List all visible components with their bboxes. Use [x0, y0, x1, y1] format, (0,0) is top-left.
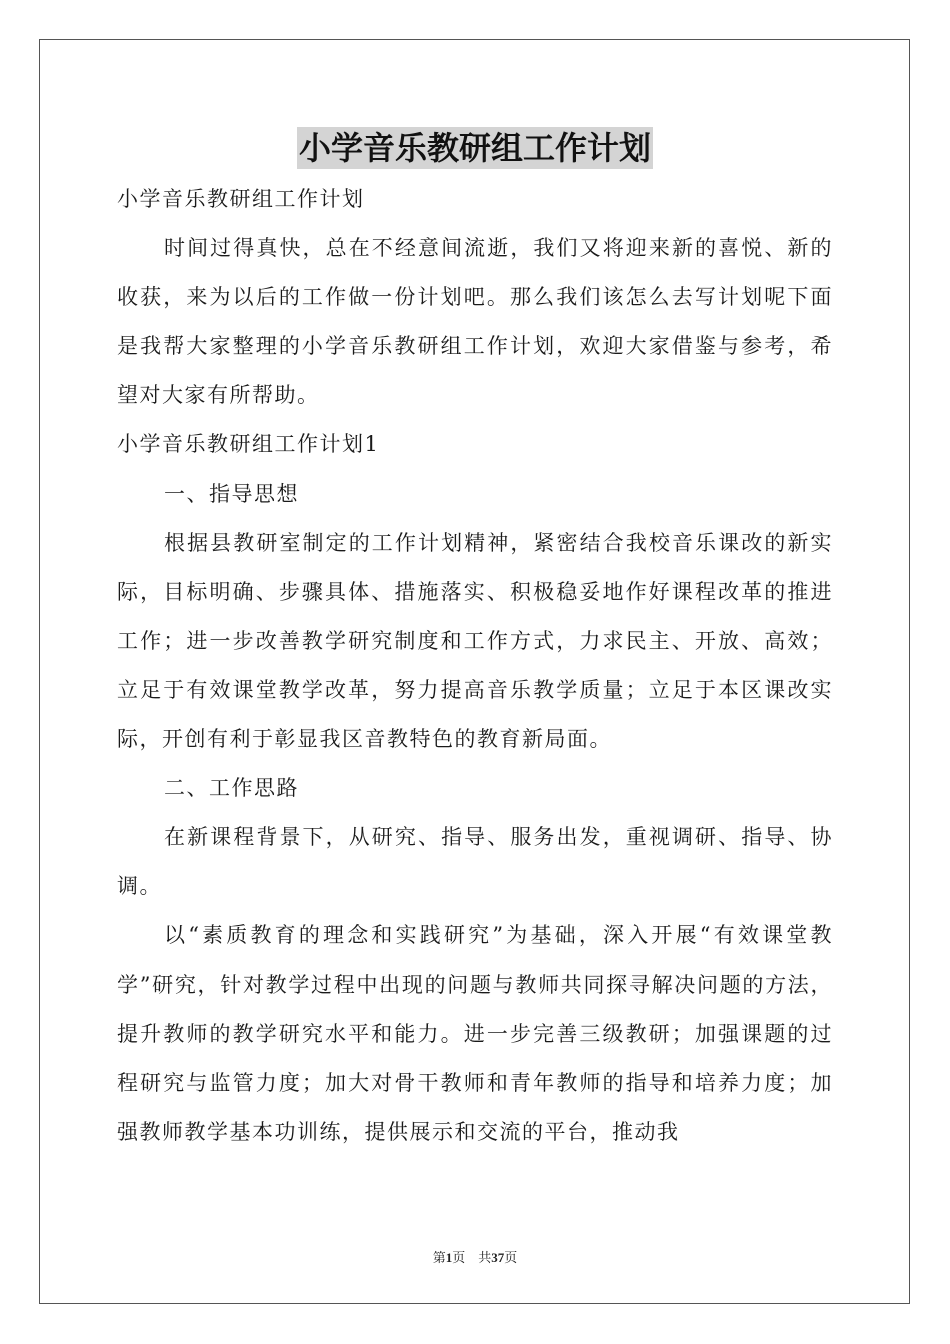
- paragraph-quality-education: 以“素质教育的理念和实践研究”为基础，深入开展“有效课堂教学”研究，针对教学过程中出现的问题与教师共同探寻解决问题的方法，提升教师的教学研究水平和能力。进一步完善三级教研；加强课题的过程研究与监管力度；加大对骨干教师和青年教师的指导和培养力度；加强教师教学基本功训练，提供展示和交流的平台，推动我: [117, 923, 833, 1144]
- heading-guiding-ideology: 一、指导思想: [164, 481, 299, 506]
- page-number-prefix: 第: [432, 1250, 446, 1265]
- section-heading-plan-1: 小学音乐教研组工作计划1: [117, 432, 380, 457]
- document-title-container: [0, 127, 950, 169]
- page-number-current: 1: [445, 1250, 453, 1265]
- paragraph-guiding-ideology: 根据县教研室制定的工作计划精神，紧密结合我校音乐课改的新实际，目标明确、步骤具体、措施落实、积极稳妥地作好课程改革的推进工作；进一步改善教学研究制度和工作方式，力求民主、开放、高效；立足于有效课堂教学改革，努力提高音乐教学质量；立足于本区课改实际，开创有利于彰显我区音教特色的教育新局面。: [117, 530, 833, 752]
- document-title: 小学音乐教研组工作计划: [298, 129, 651, 167]
- document-body: [117, 175, 833, 1157]
- page-footer: [0, 1247, 950, 1266]
- heading-work-approach: 二、工作思路: [164, 776, 299, 801]
- paragraph-intro: 时间过得真快，总在不经意间流逝，我们又将迎来新的喜悦、新的收获，来为以后的工作做一份计划吧。那么我们该怎么去写计划呢下面是我帮大家整理的小学音乐教研组工作计划，欢迎大家借鉴与参考，希望对大家有所帮助。: [117, 236, 833, 408]
- paragraph-work-approach: 在新课程背景下，从研究、指导、服务出发，重视调研、指导、协调。: [117, 825, 833, 899]
- page-number-middle: 页 共: [452, 1250, 492, 1265]
- page-number-suffix: 页: [504, 1250, 518, 1265]
- paragraph-subtitle: 小学音乐教研组工作计划: [117, 187, 365, 211]
- page-number-total: 37: [491, 1250, 505, 1265]
